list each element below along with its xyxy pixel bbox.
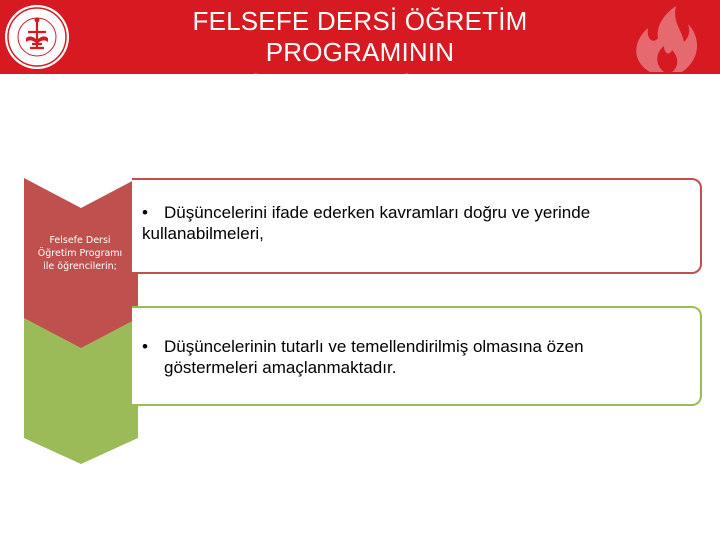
- bullet-1: •: [142, 203, 148, 222]
- ministry-emblem-icon: [4, 4, 70, 70]
- arrow-label-line1: Felsefe Dersi: [49, 235, 111, 246]
- goal-text-2-line1-text: Düşüncelerinin tutarlı ve temellendirilmiş olmasına özen: [164, 337, 584, 356]
- arrow-label-line2: Öğretim Programı: [37, 248, 123, 259]
- goal-box-2: [132, 306, 702, 406]
- header-banner: [0, 0, 720, 98]
- goal-text-2: [142, 336, 690, 378]
- goal-text-2-line1: [142, 336, 690, 357]
- goal-text-1-line1-text: Düşüncelerini ifade ederken kavramları doğru ve yerinde: [164, 203, 591, 222]
- arrow-label: [26, 234, 134, 273]
- flame-icon: [620, 4, 712, 72]
- goal-text-1: [142, 202, 690, 244]
- page-title-line1: FELSEFE DERSİ ÖĞRETİM PROGRAMININ: [192, 6, 528, 67]
- goal-text-1-line2: kullanabilmeleri,: [142, 224, 264, 243]
- arrow-label-line3: ile öğrencilerin;: [43, 261, 117, 272]
- page-title-line2: GENEL AMAÇLARI: [245, 68, 475, 98]
- goal-text-1-line1: [142, 202, 690, 223]
- page-title: [95, 6, 625, 99]
- goal-box-1: [132, 178, 702, 274]
- bullet-2: •: [142, 337, 148, 356]
- goal-text-2-line2: göstermeleri amaçlanmaktadır.: [164, 358, 397, 377]
